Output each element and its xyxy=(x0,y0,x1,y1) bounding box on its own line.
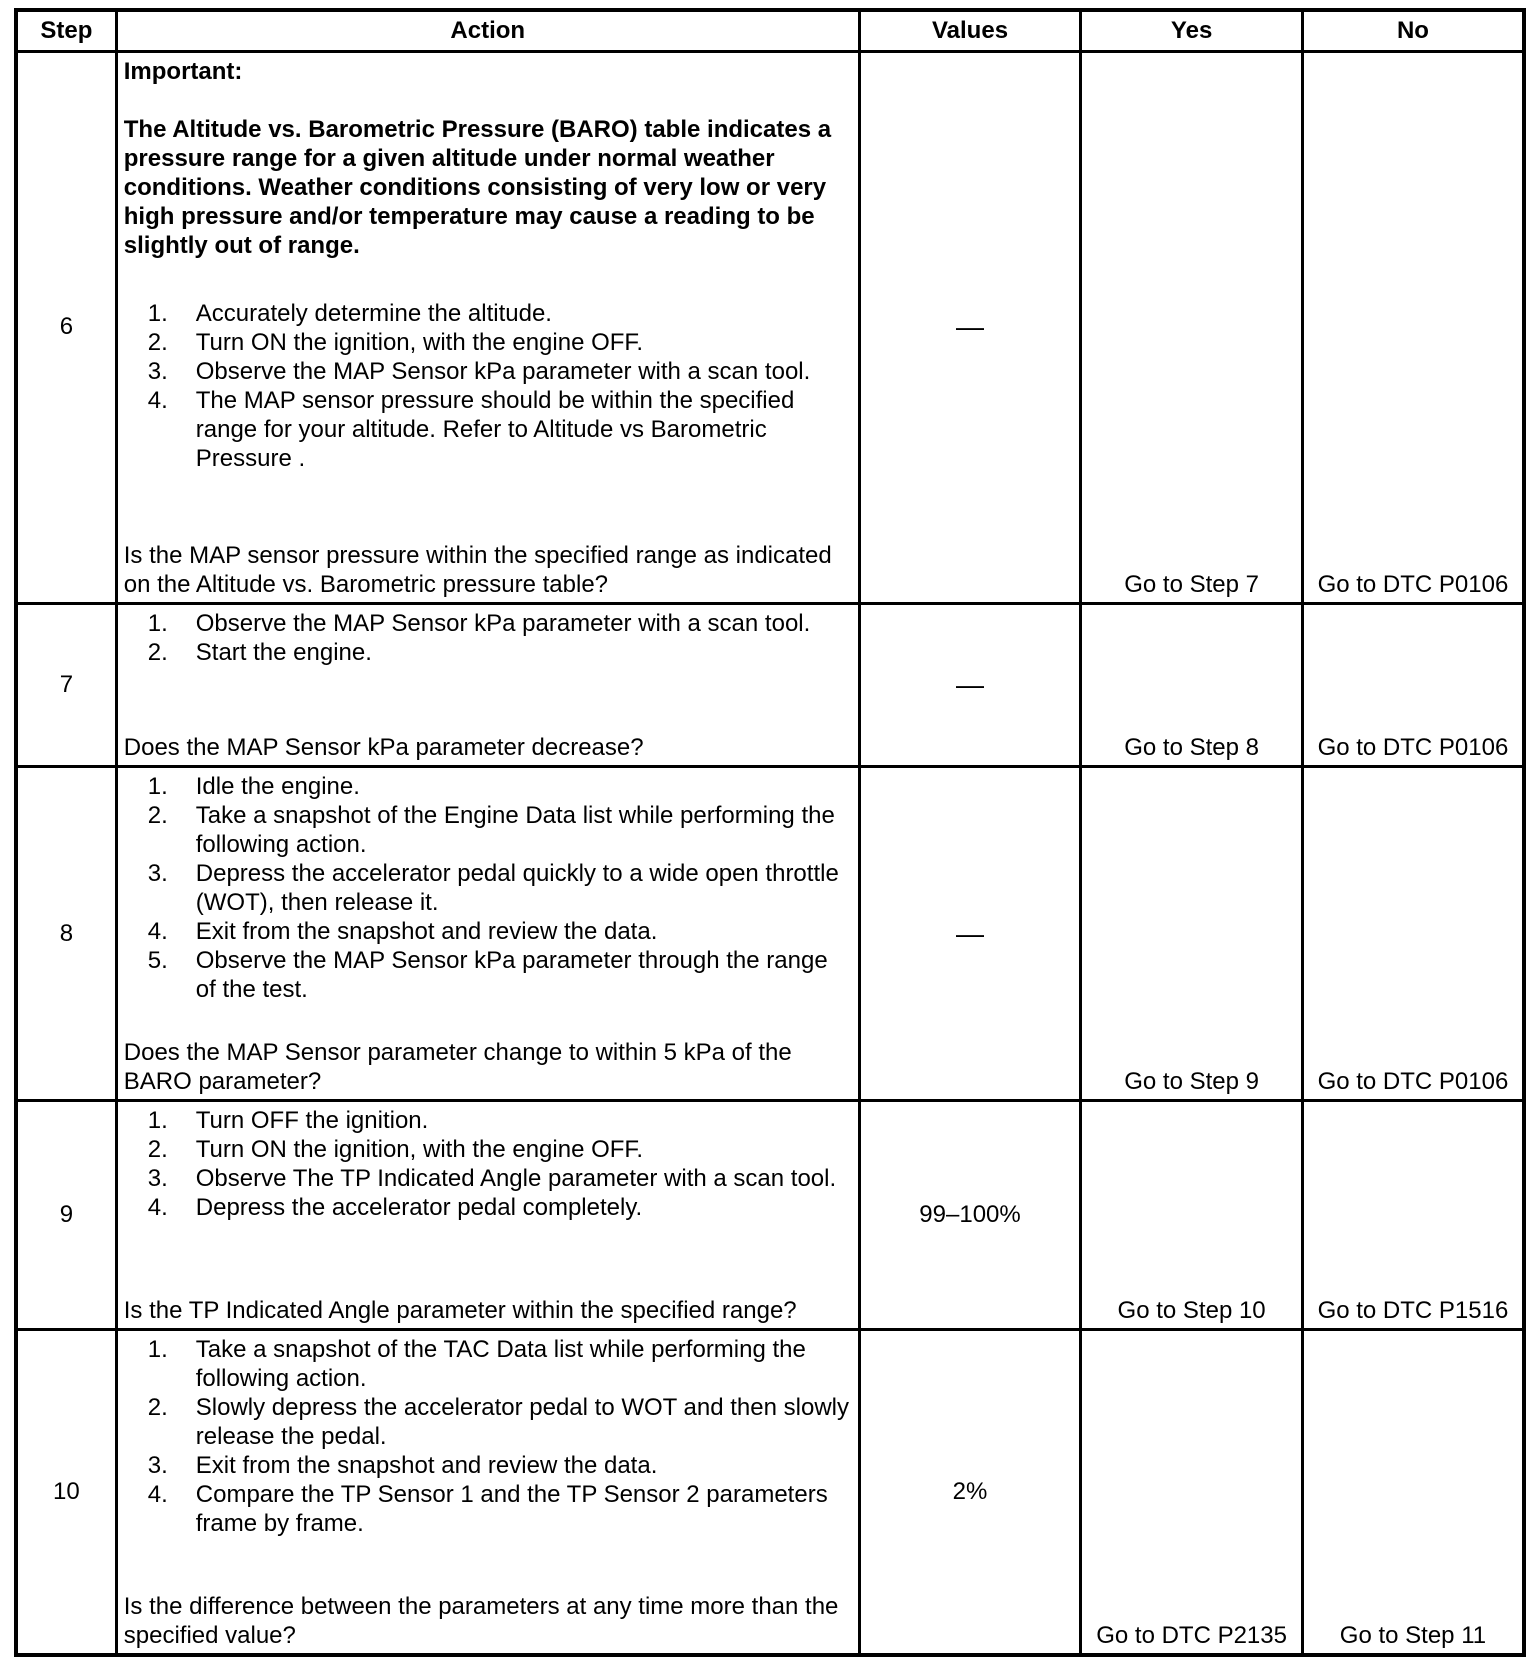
value-text: — xyxy=(956,917,985,949)
substep-text: Turn ON the ignition, with the engine OFF. xyxy=(195,1135,644,1163)
yes-cell: Go to Step 9 xyxy=(1081,767,1303,1101)
substep-item xyxy=(124,1451,852,1480)
substep-text: Observe the MAP Sensor kPa parameter with a scan tool. xyxy=(195,609,811,637)
substep-number: 4. xyxy=(147,1193,168,1221)
table-row xyxy=(16,603,1524,767)
substep-text: Start the engine. xyxy=(195,638,372,666)
step-number: 8 xyxy=(16,767,116,1101)
substep-number: 1. xyxy=(147,1106,168,1134)
question-text: Is the MAP sensor pressure within the specified range as indicated on the Altitude vs. Barometric pressure table? xyxy=(123,541,832,598)
substep-text: Idle the engine. xyxy=(195,773,360,801)
substep-number: 3. xyxy=(147,1164,168,1192)
substep-text: Exit from the snapshot and review the data. xyxy=(195,918,658,946)
substep-number: 2. xyxy=(147,1394,168,1422)
substep-item xyxy=(124,859,852,917)
no-cell: Go to DTC P1516 xyxy=(1302,1100,1524,1329)
substep-number: 2. xyxy=(147,638,168,666)
values-cell xyxy=(859,767,1081,1101)
substep-number: 4. xyxy=(147,918,168,946)
yes-cell: Go to Step 8 xyxy=(1081,603,1303,767)
header-yes: Yes xyxy=(1081,10,1303,52)
step-number: 10 xyxy=(16,1330,116,1655)
substep-text: Depress the accelerator pedal completely. xyxy=(195,1193,643,1221)
substep-item xyxy=(124,1135,852,1164)
value-text: — xyxy=(956,311,985,343)
substep-text: Observe the MAP Sensor kPa parameter with a scan tool. xyxy=(195,358,811,385)
substep-item xyxy=(124,917,852,946)
substep-number: 1. xyxy=(147,1336,168,1364)
action-cell xyxy=(116,52,859,604)
substep-text: Exit from the snapshot and review the data. xyxy=(195,1452,658,1480)
substep-number: 3. xyxy=(147,860,168,888)
no-cell: Go to DTC P0106 xyxy=(1302,52,1524,604)
substep-text: Take a snapshot of the Engine Data list while performing the following action. xyxy=(195,802,835,859)
substep-text: Observe The TP Indicated Angle parameter with a scan tool. xyxy=(195,1164,837,1192)
step-number: 9 xyxy=(16,1100,116,1329)
no-cell: Go to DTC P0106 xyxy=(1302,767,1524,1101)
value-text: 99–100% xyxy=(919,1200,1021,1228)
substep-item xyxy=(124,299,852,328)
no-cell: Go to DTC P0106 xyxy=(1302,603,1524,767)
substep-number: 2. xyxy=(147,329,168,356)
action-cell xyxy=(116,767,859,1101)
step-number: 6 xyxy=(16,52,116,604)
substep-number: 4. xyxy=(147,1481,168,1509)
substep-number: 2. xyxy=(147,802,168,830)
substep-number: 1. xyxy=(147,609,168,637)
substep-number: 3. xyxy=(147,1452,168,1480)
header-row xyxy=(16,10,1524,52)
values-cell xyxy=(859,1100,1081,1329)
substep-text: Observe the MAP Sensor kPa parameter through the range of the test. xyxy=(195,947,828,1004)
important-label: Important: xyxy=(123,58,243,85)
substep-item xyxy=(124,609,852,638)
values-cell xyxy=(859,1330,1081,1655)
substep-item xyxy=(124,638,852,667)
substep-item xyxy=(124,1480,852,1538)
action-cell xyxy=(116,1100,859,1329)
question-text: Is the difference between the parameters at any time more than the specified value? xyxy=(123,1593,839,1649)
substep-item xyxy=(124,328,852,357)
substep-list xyxy=(124,609,852,667)
substep-number: 2. xyxy=(147,1135,168,1163)
substep-number: 1. xyxy=(147,300,168,327)
substep-number: 1. xyxy=(147,773,168,801)
header-no: No xyxy=(1302,10,1524,52)
table-row xyxy=(16,767,1524,1101)
yes-cell: Go to Step 10 xyxy=(1081,1100,1303,1329)
values-cell xyxy=(859,603,1081,767)
table-row xyxy=(16,1330,1524,1655)
substep-number: 5. xyxy=(147,947,168,975)
substep-text: Turn ON the ignition, with the engine OFF. xyxy=(195,329,644,356)
substep-number: 3. xyxy=(147,358,168,385)
substep-list xyxy=(124,1335,852,1538)
substep-text: Compare the TP Sensor 1 and the TP Sensor 2 parameters frame by frame. xyxy=(195,1481,828,1538)
substep-text: Accurately determine the altitude. xyxy=(195,300,552,327)
header-action: Action xyxy=(116,10,859,52)
substep-text: The MAP sensor pressure should be within the specified range for your altitude. Refer to Altitude vs Barometric Pressure . xyxy=(195,387,795,472)
yes-cell: Go to Step 7 xyxy=(1081,52,1303,604)
substep-item xyxy=(124,946,852,1004)
substep-item xyxy=(124,772,852,801)
substep-item xyxy=(124,1393,852,1451)
diagnostic-table xyxy=(14,8,1526,1657)
substep-text: Turn OFF the ignition. xyxy=(195,1106,429,1134)
values-cell xyxy=(859,52,1081,604)
value-text: — xyxy=(956,668,985,700)
value-text: 2% xyxy=(952,1478,988,1506)
substep-item xyxy=(124,1164,852,1193)
substep-item xyxy=(124,357,852,386)
table-row xyxy=(16,52,1524,604)
action-cell xyxy=(116,603,859,767)
question-text: Does the MAP Sensor parameter change to within 5 kPa of the BARO parameter? xyxy=(123,1038,792,1095)
substep-item xyxy=(124,1106,852,1135)
substep-item xyxy=(124,1335,852,1393)
substep-text: Depress the accelerator pedal quickly to a wide open throttle (WOT), then release it. xyxy=(195,860,839,917)
substep-list xyxy=(124,1106,852,1222)
no-cell: Go to Step 11 xyxy=(1302,1330,1524,1655)
header-step: Step xyxy=(16,10,116,52)
yes-cell: Go to DTC P2135 xyxy=(1081,1330,1303,1655)
substep-item xyxy=(124,386,852,473)
question-text: Does the MAP Sensor kPa parameter decrease? xyxy=(123,734,644,762)
header-values: Values xyxy=(859,10,1081,52)
action-cell xyxy=(116,1330,859,1655)
important-note: The Altitude vs. Barometric Pressure (BARO) table indicates a pressure range for a given altitude under normal weather conditions. Weather conditions consisting of very low or very high pressure and/or temperature may cause a reading to be slightly out of range. xyxy=(123,116,832,259)
step-number: 7 xyxy=(16,603,116,767)
substep-list xyxy=(124,772,852,1004)
substep-text: Slowly depress the accelerator pedal to WOT and then slowly release the pedal. xyxy=(195,1394,849,1451)
substep-item xyxy=(124,801,852,859)
substep-item xyxy=(124,1193,852,1222)
substep-list xyxy=(124,299,852,473)
table-row xyxy=(16,1100,1524,1329)
question-text: Is the TP Indicated Angle parameter within the specified range? xyxy=(123,1297,797,1325)
substep-text: Take a snapshot of the TAC Data list while performing the following action. xyxy=(195,1336,806,1393)
substep-number: 4. xyxy=(147,387,168,414)
